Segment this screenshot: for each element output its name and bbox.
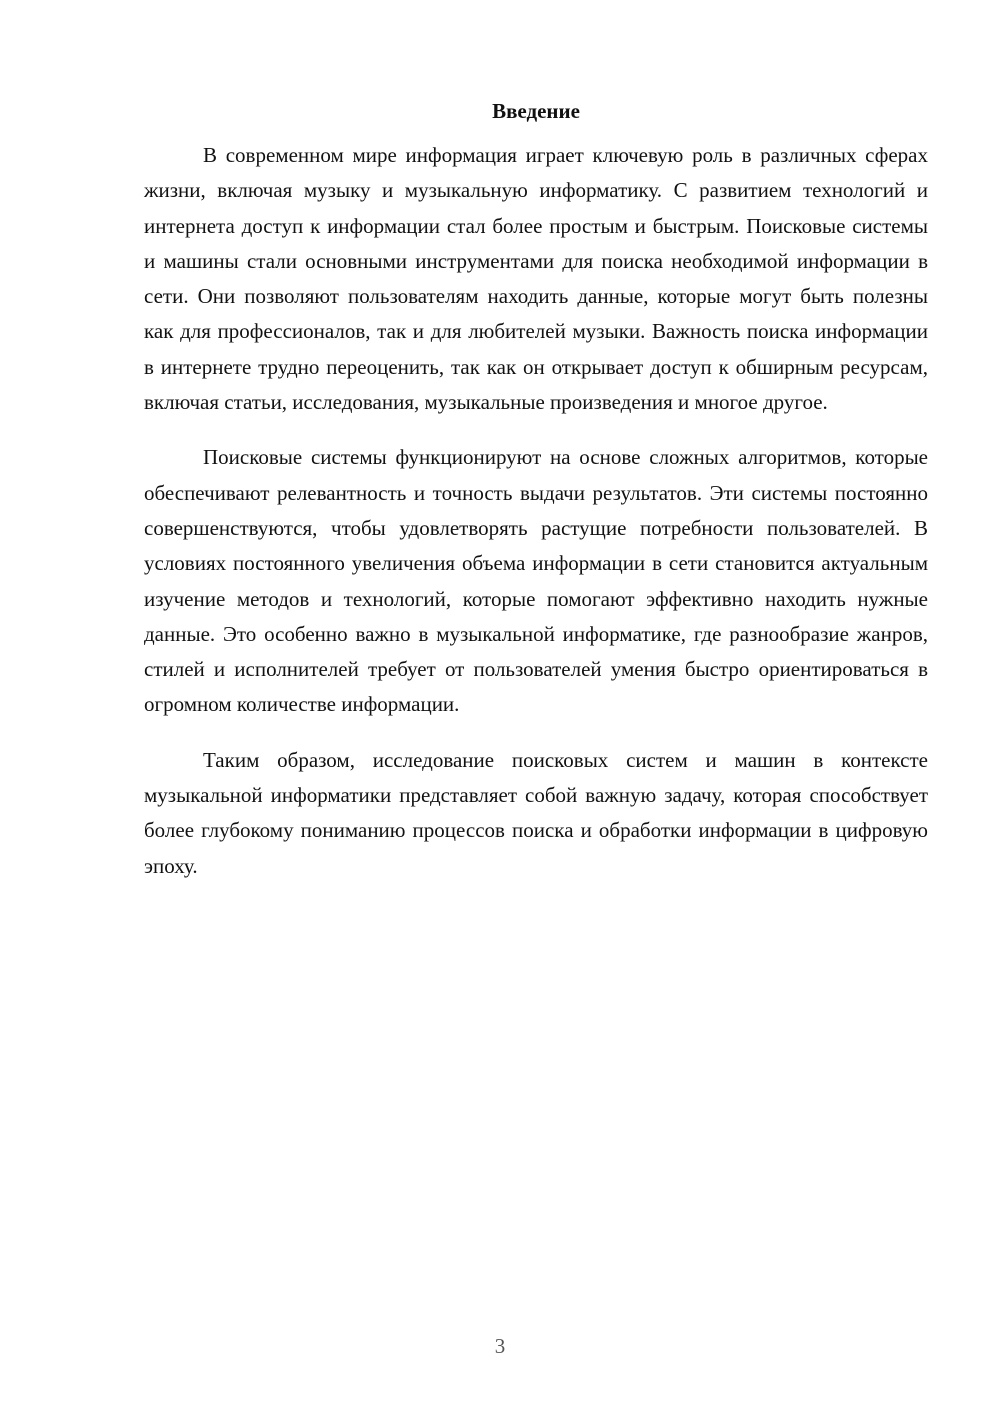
page-content (144, 96, 928, 904)
paragraph-3: Таким образом, исследование поисковых систем и машин в контексте музыкальной информатики представляет собой важную задачу, которая способствует более глубокому пониманию процессов поиска и обработки информации в цифровую эпоху. (144, 747, 928, 878)
page-number: 3 (494, 1334, 506, 1358)
paragraph-1: В современном мире информация играет ключевую роль в различных сферах жизни, включая музыку и музыкальную информатику. С развитием технологий и интернета доступ к информации стал более простым и быстрым. Поисковые системы и машины стали основными инструментами для поиска необходимой информации в сети. Они позволяют пользователям находить данные, которые могут быть полезны как для профессионалов, так и для любителей музыки. Важность поиска информации в интернете трудно переоценить, так как он открывает доступ к обширным ресурсам, включая статьи, исследования, музыкальные произведения и многое другое. (144, 143, 928, 415)
section-title: Введение (492, 99, 580, 123)
paragraph-2: Поисковые системы функционируют на основе сложных алгоритмов, которые обеспечивают релевантность и точность выдачи результатов. Эти системы постоянно совершенствуются, чтобы удовлетворять растущие потребности пользователей. В условиях постоянного увеличения объема информации в сети становится актуальным изучение методов и технологий, которые помогают эффективно находить нужные данные. Это особенно важно в музыкальной информатике, где разнообразие жанров, стилей и исполнителей требует от пользователей умения быстро ориентироваться в огромном количестве информации. (144, 445, 928, 717)
